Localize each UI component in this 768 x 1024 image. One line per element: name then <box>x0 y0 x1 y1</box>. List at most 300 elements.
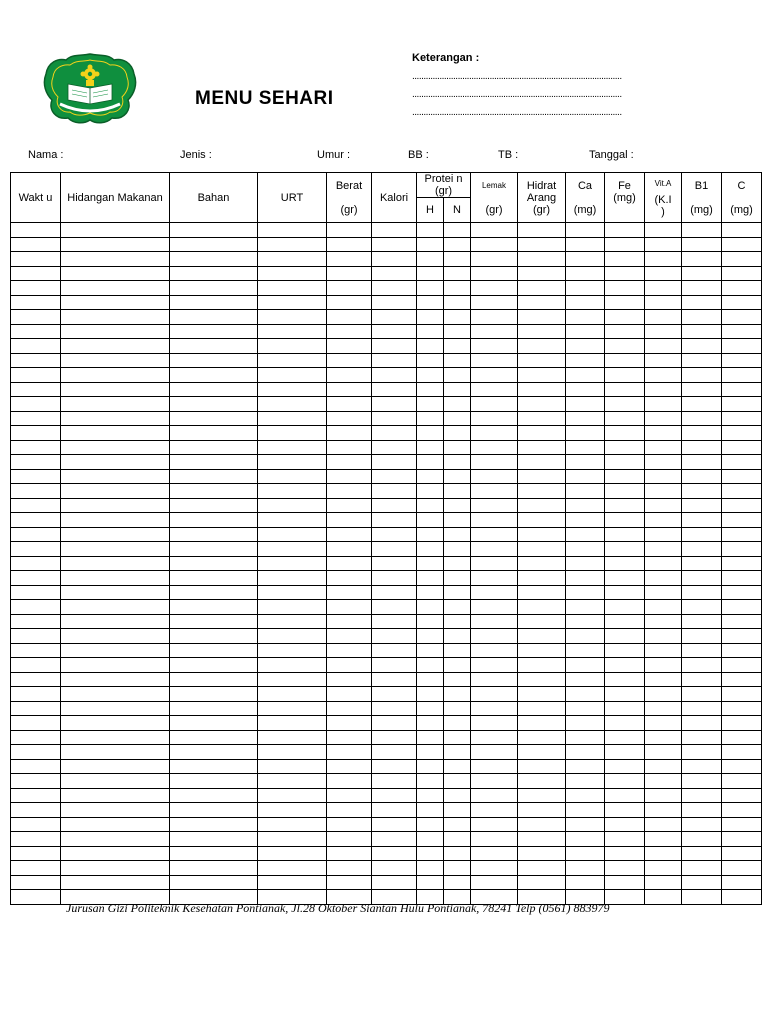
table-cell[interactable] <box>417 846 444 861</box>
table-cell[interactable] <box>327 527 372 542</box>
table-cell[interactable] <box>444 527 471 542</box>
table-cell[interactable] <box>471 643 518 658</box>
table-cell[interactable] <box>417 643 444 658</box>
table-cell[interactable] <box>566 295 605 310</box>
table-cell[interactable] <box>258 629 327 644</box>
table-cell[interactable] <box>11 223 61 238</box>
table-cell[interactable] <box>605 397 645 412</box>
table-cell[interactable] <box>61 527 170 542</box>
table-cell[interactable] <box>722 672 762 687</box>
table-cell[interactable] <box>722 295 762 310</box>
table-cell[interactable] <box>444 397 471 412</box>
table-cell[interactable] <box>170 223 258 238</box>
table-cell[interactable] <box>682 759 722 774</box>
table-cell[interactable] <box>722 281 762 296</box>
table-cell[interactable] <box>471 600 518 615</box>
table-cell[interactable] <box>444 281 471 296</box>
table-cell[interactable] <box>417 687 444 702</box>
table-cell[interactable] <box>372 629 417 644</box>
table-cell[interactable] <box>682 788 722 803</box>
table-cell[interactable] <box>11 426 61 441</box>
table-cell[interactable] <box>605 774 645 789</box>
table-cell[interactable] <box>471 310 518 325</box>
table-cell[interactable] <box>682 672 722 687</box>
table-cell[interactable] <box>645 252 682 267</box>
table-cell[interactable] <box>566 527 605 542</box>
table-cell[interactable] <box>471 382 518 397</box>
table-cell[interactable] <box>258 223 327 238</box>
table-cell[interactable] <box>518 484 566 499</box>
table-cell[interactable] <box>645 730 682 745</box>
table-cell[interactable] <box>444 542 471 557</box>
table-cell[interactable] <box>258 701 327 716</box>
table-cell[interactable] <box>471 759 518 774</box>
table-cell[interactable] <box>61 571 170 586</box>
table-cell[interactable] <box>417 788 444 803</box>
table-cell[interactable] <box>722 629 762 644</box>
table-cell[interactable] <box>61 875 170 890</box>
table-cell[interactable] <box>518 556 566 571</box>
table-cell[interactable] <box>518 310 566 325</box>
table-cell[interactable] <box>444 411 471 426</box>
table-cell[interactable] <box>11 411 61 426</box>
table-cell[interactable] <box>566 571 605 586</box>
table-cell[interactable] <box>682 310 722 325</box>
table-cell[interactable] <box>471 745 518 760</box>
table-cell[interactable] <box>11 295 61 310</box>
table-cell[interactable] <box>258 295 327 310</box>
table-cell[interactable] <box>372 455 417 470</box>
table-cell[interactable] <box>444 846 471 861</box>
table-cell[interactable] <box>11 643 61 658</box>
table-cell[interactable] <box>258 469 327 484</box>
table-cell[interactable] <box>327 281 372 296</box>
table-cell[interactable] <box>518 455 566 470</box>
table-cell[interactable] <box>722 237 762 252</box>
table-cell[interactable] <box>11 310 61 325</box>
table-cell[interactable] <box>645 353 682 368</box>
table-cell[interactable] <box>327 687 372 702</box>
table-cell[interactable] <box>170 846 258 861</box>
table-cell[interactable] <box>417 223 444 238</box>
table-cell[interactable] <box>722 759 762 774</box>
table-cell[interactable] <box>11 730 61 745</box>
table-cell[interactable] <box>11 440 61 455</box>
table-cell[interactable] <box>605 716 645 731</box>
table-cell[interactable] <box>518 643 566 658</box>
table-cell[interactable] <box>605 817 645 832</box>
table-cell[interactable] <box>61 803 170 818</box>
table-cell[interactable] <box>258 600 327 615</box>
table-cell[interactable] <box>258 846 327 861</box>
table-cell[interactable] <box>645 629 682 644</box>
table-cell[interactable] <box>417 875 444 890</box>
table-cell[interactable] <box>566 745 605 760</box>
table-cell[interactable] <box>444 861 471 876</box>
table-cell[interactable] <box>372 469 417 484</box>
table-cell[interactable] <box>417 774 444 789</box>
table-cell[interactable] <box>566 832 605 847</box>
table-cell[interactable] <box>566 310 605 325</box>
table-cell[interactable] <box>605 556 645 571</box>
table-cell[interactable] <box>566 600 605 615</box>
table-cell[interactable] <box>11 846 61 861</box>
table-cell[interactable] <box>417 672 444 687</box>
table-cell[interactable] <box>372 658 417 673</box>
table-cell[interactable] <box>417 295 444 310</box>
table-cell[interactable] <box>327 382 372 397</box>
table-cell[interactable] <box>327 237 372 252</box>
table-cell[interactable] <box>682 774 722 789</box>
table-cell[interactable] <box>645 281 682 296</box>
table-cell[interactable] <box>11 368 61 383</box>
table-cell[interactable] <box>682 382 722 397</box>
table-cell[interactable] <box>170 614 258 629</box>
table-cell[interactable] <box>11 353 61 368</box>
table-cell[interactable] <box>722 701 762 716</box>
table-cell[interactable] <box>471 513 518 528</box>
table-cell[interactable] <box>170 237 258 252</box>
table-cell[interactable] <box>518 426 566 441</box>
table-cell[interactable] <box>11 672 61 687</box>
table-cell[interactable] <box>61 585 170 600</box>
table-cell[interactable] <box>566 730 605 745</box>
table-cell[interactable] <box>605 730 645 745</box>
table-cell[interactable] <box>444 788 471 803</box>
table-cell[interactable] <box>170 426 258 441</box>
table-cell[interactable] <box>518 701 566 716</box>
table-cell[interactable] <box>444 614 471 629</box>
table-cell[interactable] <box>327 600 372 615</box>
table-cell[interactable] <box>471 716 518 731</box>
table-cell[interactable] <box>327 353 372 368</box>
table-cell[interactable] <box>170 513 258 528</box>
table-cell[interactable] <box>471 585 518 600</box>
table-cell[interactable] <box>722 353 762 368</box>
table-cell[interactable] <box>518 875 566 890</box>
table-cell[interactable] <box>372 643 417 658</box>
table-cell[interactable] <box>61 266 170 281</box>
table-cell[interactable] <box>61 687 170 702</box>
table-cell[interactable] <box>682 281 722 296</box>
table-cell[interactable] <box>518 527 566 542</box>
table-cell[interactable] <box>258 266 327 281</box>
table-cell[interactable] <box>566 469 605 484</box>
table-cell[interactable] <box>11 527 61 542</box>
table-cell[interactable] <box>372 324 417 339</box>
table-cell[interactable] <box>518 295 566 310</box>
table-cell[interactable] <box>566 368 605 383</box>
table-cell[interactable] <box>566 411 605 426</box>
table-cell[interactable] <box>566 237 605 252</box>
table-cell[interactable] <box>722 324 762 339</box>
table-cell[interactable] <box>11 875 61 890</box>
table-cell[interactable] <box>471 687 518 702</box>
table-cell[interactable] <box>471 324 518 339</box>
table-cell[interactable] <box>722 803 762 818</box>
table-cell[interactable] <box>566 643 605 658</box>
table-cell[interactable] <box>170 585 258 600</box>
table-cell[interactable] <box>645 397 682 412</box>
table-cell[interactable] <box>372 237 417 252</box>
table-cell[interactable] <box>518 817 566 832</box>
table-cell[interactable] <box>645 687 682 702</box>
table-cell[interactable] <box>471 266 518 281</box>
table-cell[interactable] <box>722 846 762 861</box>
table-cell[interactable] <box>372 353 417 368</box>
table-cell[interactable] <box>566 513 605 528</box>
table-cell[interactable] <box>722 498 762 513</box>
table-cell[interactable] <box>327 469 372 484</box>
table-cell[interactable] <box>444 324 471 339</box>
table-cell[interactable] <box>605 455 645 470</box>
table-cell[interactable] <box>471 788 518 803</box>
table-cell[interactable] <box>471 223 518 238</box>
table-cell[interactable] <box>471 237 518 252</box>
table-cell[interactable] <box>444 455 471 470</box>
table-cell[interactable] <box>605 237 645 252</box>
table-cell[interactable] <box>444 498 471 513</box>
table-cell[interactable] <box>682 411 722 426</box>
table-cell[interactable] <box>518 498 566 513</box>
table-cell[interactable] <box>372 759 417 774</box>
table-cell[interactable] <box>471 672 518 687</box>
table-cell[interactable] <box>682 846 722 861</box>
table-cell[interactable] <box>417 730 444 745</box>
table-cell[interactable] <box>605 440 645 455</box>
table-cell[interactable] <box>61 252 170 267</box>
table-cell[interactable] <box>518 803 566 818</box>
table-cell[interactable] <box>372 803 417 818</box>
table-cell[interactable] <box>566 788 605 803</box>
table-cell[interactable] <box>258 716 327 731</box>
table-cell[interactable] <box>682 353 722 368</box>
table-cell[interactable] <box>722 426 762 441</box>
table-cell[interactable] <box>645 368 682 383</box>
table-cell[interactable] <box>722 339 762 354</box>
table-cell[interactable] <box>645 672 682 687</box>
table-cell[interactable] <box>605 745 645 760</box>
table-cell[interactable] <box>605 614 645 629</box>
table-cell[interactable] <box>170 701 258 716</box>
table-cell[interactable] <box>61 832 170 847</box>
table-cell[interactable] <box>444 513 471 528</box>
table-cell[interactable] <box>471 411 518 426</box>
table-cell[interactable] <box>645 542 682 557</box>
table-cell[interactable] <box>417 484 444 499</box>
table-cell[interactable] <box>11 484 61 499</box>
table-cell[interactable] <box>444 803 471 818</box>
table-cell[interactable] <box>61 295 170 310</box>
table-cell[interactable] <box>372 614 417 629</box>
table-cell[interactable] <box>170 832 258 847</box>
table-cell[interactable] <box>11 498 61 513</box>
table-cell[interactable] <box>566 629 605 644</box>
table-cell[interactable] <box>258 672 327 687</box>
table-cell[interactable] <box>372 484 417 499</box>
table-cell[interactable] <box>722 788 762 803</box>
table-cell[interactable] <box>566 861 605 876</box>
table-cell[interactable] <box>258 339 327 354</box>
table-cell[interactable] <box>645 803 682 818</box>
table-cell[interactable] <box>682 266 722 281</box>
table-cell[interactable] <box>170 411 258 426</box>
table-cell[interactable] <box>327 716 372 731</box>
table-cell[interactable] <box>61 469 170 484</box>
table-cell[interactable] <box>417 281 444 296</box>
table-cell[interactable] <box>605 353 645 368</box>
table-cell[interactable] <box>645 585 682 600</box>
table-cell[interactable] <box>566 585 605 600</box>
table-cell[interactable] <box>372 266 417 281</box>
table-cell[interactable] <box>327 542 372 557</box>
table-cell[interactable] <box>372 788 417 803</box>
table-cell[interactable] <box>605 658 645 673</box>
table-cell[interactable] <box>61 310 170 325</box>
table-cell[interactable] <box>258 426 327 441</box>
table-cell[interactable] <box>444 672 471 687</box>
table-cell[interactable] <box>605 571 645 586</box>
table-cell[interactable] <box>682 542 722 557</box>
table-cell[interactable] <box>605 803 645 818</box>
table-cell[interactable] <box>645 266 682 281</box>
table-cell[interactable] <box>372 687 417 702</box>
table-cell[interactable] <box>258 498 327 513</box>
table-cell[interactable] <box>645 600 682 615</box>
table-cell[interactable] <box>11 803 61 818</box>
table-cell[interactable] <box>417 745 444 760</box>
table-cell[interactable] <box>645 846 682 861</box>
table-cell[interactable] <box>11 339 61 354</box>
table-cell[interactable] <box>417 353 444 368</box>
table-cell[interactable] <box>645 571 682 586</box>
table-cell[interactable] <box>11 281 61 296</box>
table-cell[interactable] <box>444 600 471 615</box>
table-cell[interactable] <box>566 614 605 629</box>
table-cell[interactable] <box>605 600 645 615</box>
table-cell[interactable] <box>682 832 722 847</box>
table-cell[interactable] <box>518 745 566 760</box>
table-cell[interactable] <box>682 875 722 890</box>
table-cell[interactable] <box>170 266 258 281</box>
table-cell[interactable] <box>327 339 372 354</box>
table-cell[interactable] <box>11 701 61 716</box>
table-cell[interactable] <box>61 513 170 528</box>
table-cell[interactable] <box>372 498 417 513</box>
table-cell[interactable] <box>645 382 682 397</box>
table-cell[interactable] <box>170 672 258 687</box>
table-cell[interactable] <box>444 658 471 673</box>
table-cell[interactable] <box>372 730 417 745</box>
table-cell[interactable] <box>645 295 682 310</box>
table-cell[interactable] <box>566 252 605 267</box>
table-cell[interactable] <box>11 687 61 702</box>
table-cell[interactable] <box>372 556 417 571</box>
table-cell[interactable] <box>722 716 762 731</box>
table-cell[interactable] <box>258 237 327 252</box>
table-cell[interactable] <box>170 875 258 890</box>
table-cell[interactable] <box>605 252 645 267</box>
table-cell[interactable] <box>645 411 682 426</box>
table-cell[interactable] <box>722 252 762 267</box>
table-cell[interactable] <box>471 484 518 499</box>
table-cell[interactable] <box>518 774 566 789</box>
table-cell[interactable] <box>417 759 444 774</box>
table-cell[interactable] <box>444 440 471 455</box>
table-cell[interactable] <box>444 730 471 745</box>
table-cell[interactable] <box>258 745 327 760</box>
table-cell[interactable] <box>566 875 605 890</box>
table-cell[interactable] <box>518 846 566 861</box>
table-cell[interactable] <box>471 397 518 412</box>
table-cell[interactable] <box>61 658 170 673</box>
table-cell[interactable] <box>258 455 327 470</box>
table-cell[interactable] <box>566 426 605 441</box>
table-cell[interactable] <box>518 585 566 600</box>
table-cell[interactable] <box>444 687 471 702</box>
table-cell[interactable] <box>518 687 566 702</box>
table-cell[interactable] <box>61 745 170 760</box>
table-cell[interactable] <box>170 324 258 339</box>
table-cell[interactable] <box>605 788 645 803</box>
table-cell[interactable] <box>444 426 471 441</box>
table-cell[interactable] <box>372 745 417 760</box>
table-cell[interactable] <box>518 542 566 557</box>
table-cell[interactable] <box>722 469 762 484</box>
table-cell[interactable] <box>722 687 762 702</box>
table-cell[interactable] <box>722 527 762 542</box>
table-cell[interactable] <box>471 542 518 557</box>
table-cell[interactable] <box>11 252 61 267</box>
table-cell[interactable] <box>645 759 682 774</box>
table-cell[interactable] <box>605 846 645 861</box>
table-cell[interactable] <box>170 469 258 484</box>
table-cell[interactable] <box>258 324 327 339</box>
table-cell[interactable] <box>61 411 170 426</box>
table-cell[interactable] <box>258 788 327 803</box>
table-cell[interactable] <box>11 397 61 412</box>
table-cell[interactable] <box>682 237 722 252</box>
table-cell[interactable] <box>471 875 518 890</box>
table-cell[interactable] <box>444 745 471 760</box>
table-cell[interactable] <box>444 368 471 383</box>
table-cell[interactable] <box>327 730 372 745</box>
table-cell[interactable] <box>471 629 518 644</box>
table-cell[interactable] <box>444 339 471 354</box>
table-cell[interactable] <box>566 556 605 571</box>
table-cell[interactable] <box>417 237 444 252</box>
table-cell[interactable] <box>605 832 645 847</box>
table-cell[interactable] <box>518 252 566 267</box>
table-cell[interactable] <box>518 382 566 397</box>
table-cell[interactable] <box>605 513 645 528</box>
table-cell[interactable] <box>722 745 762 760</box>
table-cell[interactable] <box>605 266 645 281</box>
table-cell[interactable] <box>645 455 682 470</box>
table-cell[interactable] <box>417 614 444 629</box>
table-cell[interactable] <box>170 803 258 818</box>
table-cell[interactable] <box>372 426 417 441</box>
table-cell[interactable] <box>566 658 605 673</box>
table-cell[interactable] <box>170 484 258 499</box>
table-cell[interactable] <box>258 832 327 847</box>
table-cell[interactable] <box>722 571 762 586</box>
table-cell[interactable] <box>170 629 258 644</box>
table-cell[interactable] <box>645 614 682 629</box>
table-cell[interactable] <box>605 759 645 774</box>
table-cell[interactable] <box>11 382 61 397</box>
table-cell[interactable] <box>722 730 762 745</box>
